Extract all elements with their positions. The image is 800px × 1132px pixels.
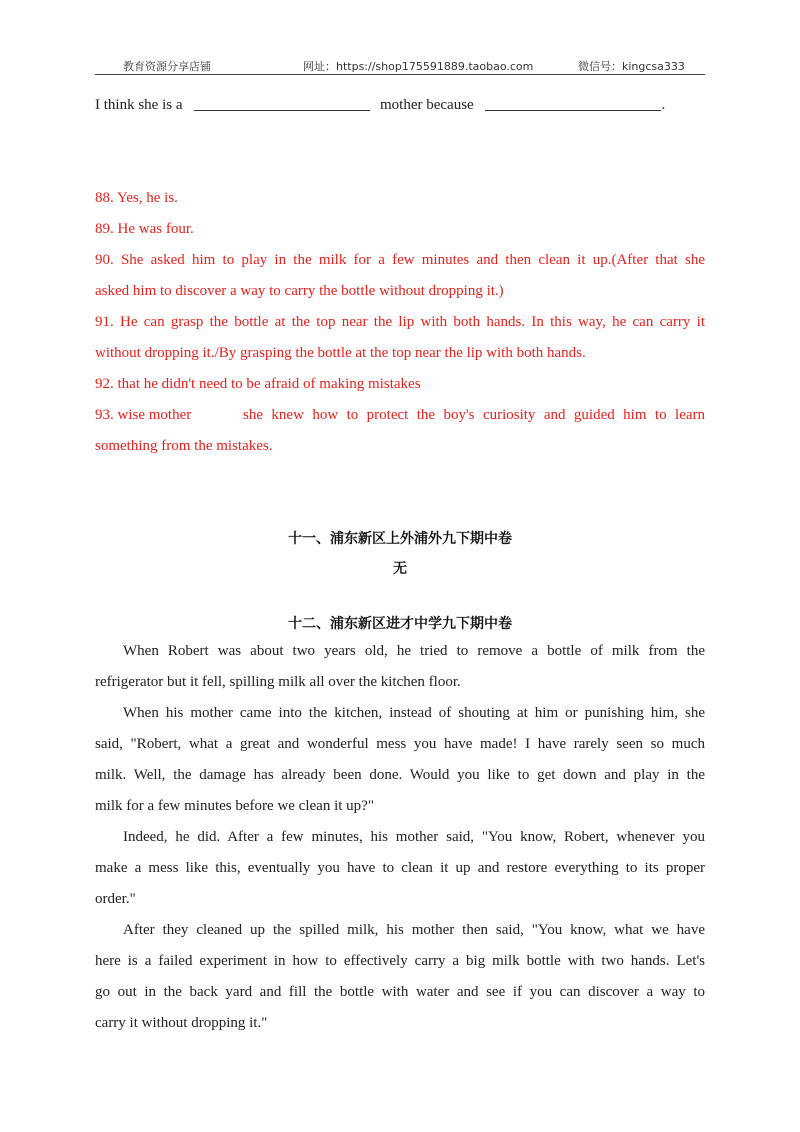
answer-blank-1[interactable] [194, 109, 370, 111]
answer-key [95, 183, 705, 462]
para3-line2: make a mess like this, eventually you have to clean it up and restore everything to its proper [95, 860, 705, 876]
answer-93-reason: she knew how to protect the boy's curiosity and guided him to learn [243, 407, 705, 423]
sentence-part1: I think she is a [95, 97, 183, 113]
para2-line1: When his mother came into the kitchen, instead of shouting at him or punishing him, she [123, 705, 705, 721]
answer-93-label: 93. wise mother [95, 407, 192, 423]
para2-line3: milk. Well, the damage has already been done. Would you like to get down and play in the [95, 767, 705, 783]
answer-88: 88. Yes, he is. [95, 190, 178, 206]
para1-line1: When Robert was about two years old, he tried to remove a bottle of milk from the [123, 643, 705, 659]
answer-92: 92. that he didn't need to be afraid of making mistakes [95, 376, 421, 392]
answer-90-line1: 90. She asked him to play in the milk for a few minutes and then clean it up.(After that she [95, 252, 705, 268]
header-shop-name: 教育资源分享店铺 [123, 60, 211, 73]
para3-line3: order." [95, 891, 136, 907]
para4-line2: here is a failed experiment in how to effectively carry a big milk bottle with two hands. Let's [95, 953, 705, 969]
sentence-part2: mother because [380, 97, 474, 113]
answer-91-line1: 91. He can grasp the bottle at the top near the lip with both hands. In this way, he can carry it [95, 314, 705, 330]
para4-line4: carry it without dropping it." [95, 1015, 268, 1031]
header-url: 网址：https://shop175591889.taobao.com [303, 60, 534, 73]
page-header [95, 58, 705, 75]
passage [95, 636, 705, 1039]
section-11-title: 十一、浦东新区上外浦外九下期中卷 [288, 531, 512, 547]
answer-blank-2[interactable] [485, 109, 661, 111]
answer-93-line1 [95, 400, 705, 431]
para1-line2: refrigerator but it fell, spilling milk all over the kitchen floor. [95, 674, 461, 690]
para4-line1: After they cleaned up the spilled milk, his mother then said, "You know, what we have [123, 922, 705, 938]
answer-91-line2: without dropping it./By grasping the bottle at the top near the lip with both hands. [95, 345, 586, 361]
section-11-none: 无 [393, 561, 407, 577]
para2-line2: said, "Robert, what a great and wonderful mess you have made! I have rarely seen so much [95, 736, 705, 752]
para4-line3: go out in the back yard and fill the bottle with water and see if you can discover a way to [95, 984, 705, 1000]
answer-89: 89. He was four. [95, 221, 194, 237]
header-wechat: 微信号：kingcsa333 [578, 60, 685, 73]
section-12-title: 十二、浦东新区进才中学九下期中卷 [288, 616, 512, 632]
fill-in-sentence [95, 97, 665, 114]
para3-line1: Indeed, he did. After a few minutes, his mother said, "You know, Robert, whenever you [123, 829, 705, 845]
para2-line4: milk for a few minutes before we clean it up?" [95, 798, 374, 814]
answer-93-line2: something from the mistakes. [95, 438, 273, 454]
sentence-end: . [661, 97, 666, 113]
answer-90-line2: asked him to discover a way to carry the bottle without dropping it.) [95, 283, 504, 299]
